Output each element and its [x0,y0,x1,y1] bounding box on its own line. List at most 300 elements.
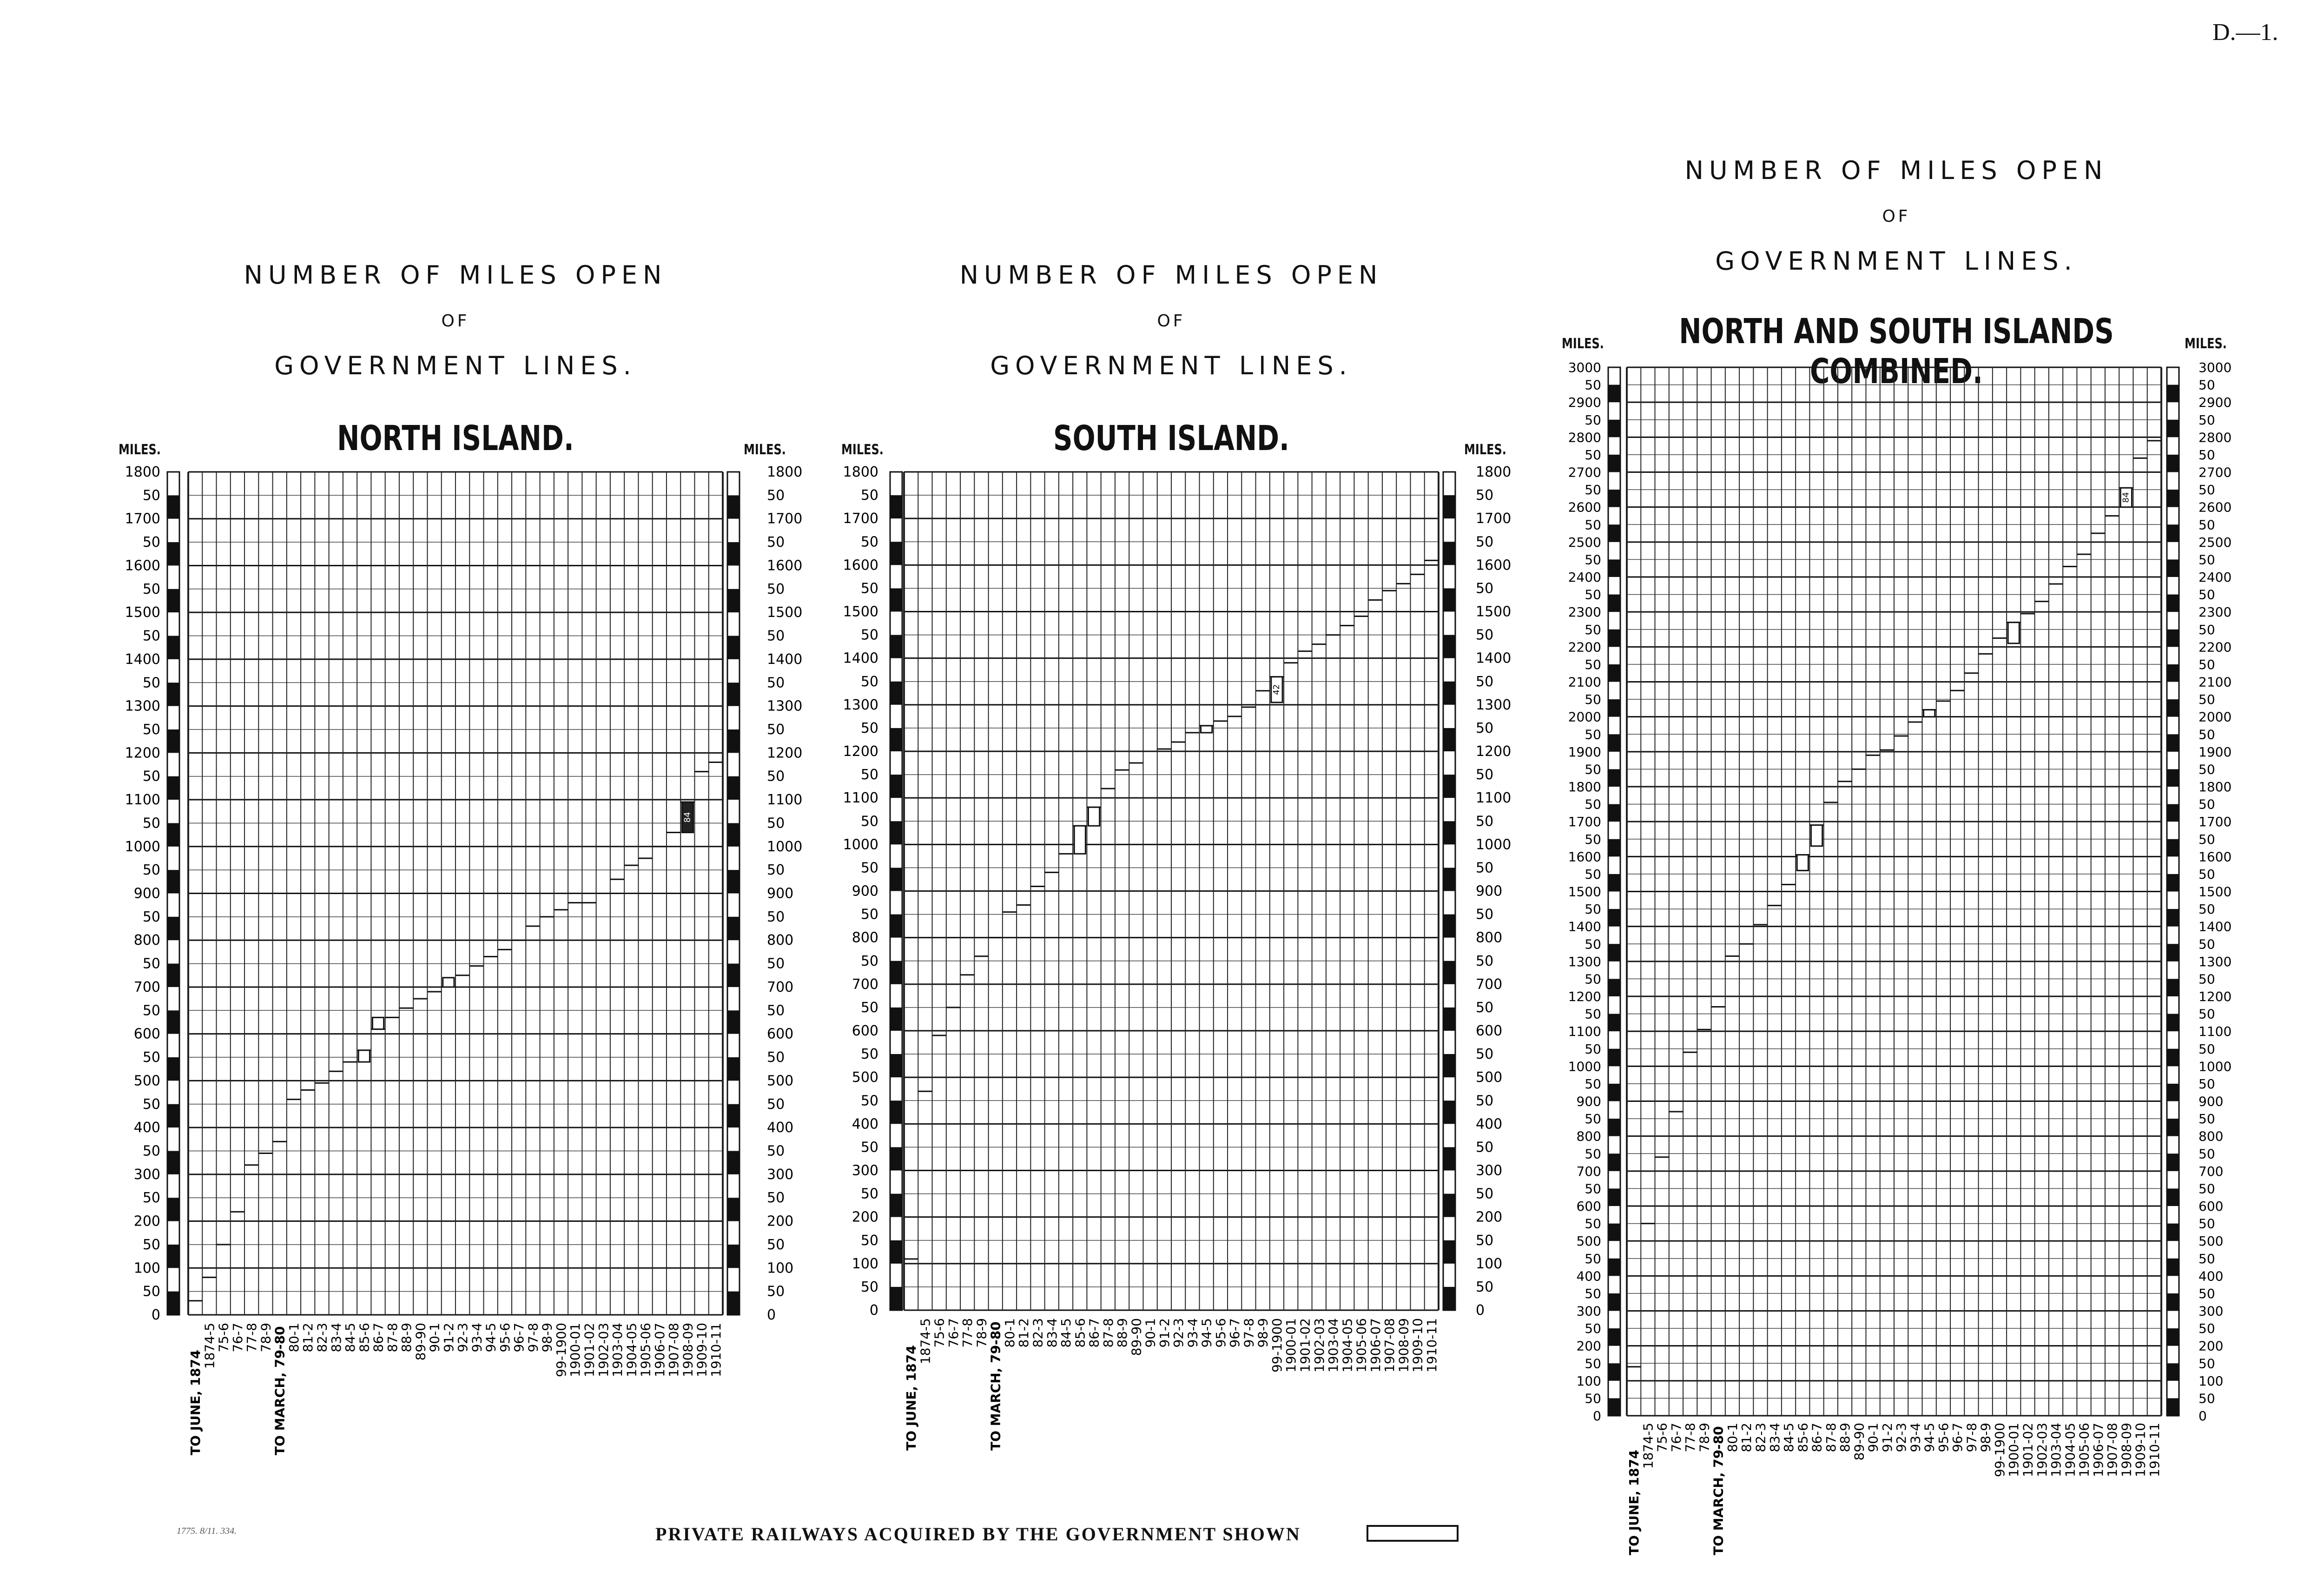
scale-block [890,1240,902,1264]
x-category-label: 78-9 [974,1318,990,1348]
x-category-label: 89-90 [1129,1318,1144,1356]
scale-block [890,775,902,798]
x-category-label: 1901-02 [2020,1423,2036,1477]
y-tick-label-left: 2900 [1568,395,1601,411]
x-category-label: 1906-07 [652,1323,667,1377]
x-category-label: 99-1900 [1992,1423,2007,1477]
scale-block [2167,1084,2179,1101]
y-tick-minor-left: 50 [1585,482,1601,498]
scale-block [167,1245,179,1268]
scale-block [1608,420,1620,438]
x-category-label: 95-6 [497,1323,513,1352]
page-code: D.—1. [2212,19,2278,46]
scale-block [727,683,739,706]
x-category-label: 81-2 [1016,1318,1032,1348]
scale-block [727,1151,739,1174]
scale-block [727,1292,739,1315]
scale-block [2167,385,2179,403]
x-category-label: 92-3 [1894,1423,1909,1452]
y-tick-label-left: 1200 [1568,989,1601,1004]
y-tick-label-right: 2100 [2199,674,2232,690]
scale-block [2167,1363,2179,1381]
y-tick-minor-left: 50 [1585,796,1601,812]
y-tick-label-right: 300 [1476,1162,1503,1179]
y-tick-minor-left: 50 [142,581,160,597]
x-category-label: 1905-06 [1353,1318,1369,1372]
y-tick-minor-right: 50 [1476,534,1494,550]
y-tick-label-right: 2800 [2199,430,2232,445]
y-tick-label-right: 300 [2199,1303,2224,1319]
y-tick-minor-right: 50 [2199,1111,2215,1127]
y-tick-minor-right: 50 [767,534,785,551]
x-category-label: 93-4 [1908,1423,1923,1452]
y-tick-label-left: 100 [852,1255,878,1272]
scale-block [2167,1119,2179,1136]
panel-3-heading: NUMBER OF MILES OPEN [1684,156,2108,185]
y-tick-label-left: 1100 [125,792,160,809]
footer-note: PRIVATE RAILWAYS ACQUIRED BY THE GOVERNMENT SHOWN [655,1524,1301,1545]
y-tick-label-right: 600 [767,1026,794,1042]
y-tick-label-left: 2400 [1568,570,1601,585]
scale-block [727,1245,739,1268]
y-tick-label-left: 500 [133,1073,160,1089]
scale-block [890,1100,902,1124]
y-tick-minor-right: 50 [2199,587,2215,603]
y-tick-label-right: 200 [2199,1338,2224,1354]
scale-block [1443,1008,1455,1031]
y-tick-label-left: 1000 [125,838,160,855]
scale-block [167,636,179,659]
scale-block [2167,524,2179,542]
y-tick-label-right: 1600 [1476,557,1512,574]
scale-block [1608,979,1620,996]
y-tick-minor-right: 50 [2199,1321,2215,1337]
scale-block [167,495,179,518]
y-tick-label-right: 700 [2199,1163,2224,1179]
x-category-label: 93-4 [469,1323,485,1352]
y-tick-label-right: 500 [1476,1069,1503,1086]
y-tick-minor-left: 50 [860,1093,878,1109]
y-tick-minor-right: 50 [2199,831,2215,847]
y-tick-label-left: 1300 [125,698,160,715]
panel-1-heading: NUMBER OF MILES OPEN [244,260,667,290]
y-tick-minor-left: 50 [1585,1251,1601,1266]
y-tick-minor-left: 50 [1585,552,1601,568]
x-category-label: 89-90 [1851,1423,1867,1461]
y-tick-label-right: 3000 [2199,360,2232,375]
x-category-label: 1905-06 [638,1323,654,1377]
y-tick-label-right: 1400 [1476,650,1512,667]
y-tick-minor-right: 50 [767,1283,785,1300]
x-category-label: 99-1900 [1269,1318,1285,1372]
scale-block [1608,1153,1620,1171]
y-tick-minor-left: 50 [860,720,878,736]
y-tick-label-right: 400 [767,1120,794,1136]
y-tick-label-right: 2000 [2199,709,2232,725]
y-tick-minor-left: 50 [860,906,878,923]
x-category-label: 85-6 [1072,1318,1088,1348]
y-tick-minor-right: 50 [2199,656,2215,672]
x-category-label: 86-7 [1086,1318,1102,1348]
y-tick-minor-right: 50 [1476,860,1494,876]
x-category-label: 1906-07 [1367,1318,1383,1372]
x-category-label: 1874-5 [202,1323,218,1369]
y-tick-label-left: 1100 [843,790,878,807]
scale-block [1443,1240,1455,1264]
y-tick-minor-left: 50 [1585,936,1601,952]
y-tick-minor-left: 50 [860,487,878,504]
y-tick-label-left: 900 [1576,1094,1601,1109]
y-tick-minor-left: 50 [142,768,160,785]
y-tick-minor-right: 50 [1476,999,1494,1016]
y-tick-label-right: 2200 [2199,639,2232,655]
y-tick-minor-left: 50 [860,580,878,597]
y-tick-label-left: 1200 [843,743,878,760]
x-category-label: 1905-06 [2076,1423,2092,1477]
y-tick-label-left: 1600 [843,557,878,574]
scale-block [727,964,739,987]
y-tick-label-right: 1100 [2199,1024,2232,1040]
x-category-label: 1902-03 [2034,1423,2050,1477]
y-tick-minor-left: 50 [1585,377,1601,393]
scale-block [890,1194,902,1217]
y-tick-minor-right: 50 [2199,1181,2215,1197]
y-tick-minor-right: 50 [1476,906,1494,923]
y-tick-minor-left: 50 [860,534,878,550]
y-tick-label-left: 100 [1576,1373,1601,1389]
x-category-label: 81-2 [300,1323,316,1352]
y-tick-minor-left: 50 [1585,831,1601,847]
y-tick-minor-left: 50 [860,953,878,969]
y-tick-label-right: 300 [767,1166,794,1183]
y-tick-label-right: 1800 [2199,779,2232,795]
x-category-label: 76-7 [230,1323,245,1352]
scale-block [1608,559,1620,577]
scale-block [727,1057,739,1081]
y-tick-label-left: 2700 [1568,464,1601,480]
scale-block [2167,874,2179,892]
x-category-label: 83-4 [1767,1423,1783,1452]
x-category-label: 82-3 [1753,1423,1769,1452]
y-tick-minor-right: 50 [1476,627,1494,643]
y-tick-minor-right: 50 [767,955,785,972]
scale-block [1608,385,1620,403]
scale-block [890,821,902,844]
x-category-label: 1902-03 [595,1323,611,1377]
scale-block [1443,915,1455,938]
acquired-box [443,978,454,987]
y-tick-label-right: 800 [1476,929,1503,946]
y-tick-minor-left: 50 [1585,1321,1601,1337]
scale-block [2167,664,2179,682]
y-tick-minor-right: 50 [2199,1391,2215,1406]
y-tick-label-left: 0 [1593,1408,1601,1424]
y-tick-minor-left: 50 [1585,1076,1601,1092]
x-category-label: 75-6 [931,1318,947,1348]
y-tick-minor-right: 50 [1476,1046,1494,1063]
y-tick-label-right: 500 [767,1073,794,1089]
y-tick-label-left: 1400 [843,650,878,667]
y-tick-label-left: 1300 [1568,954,1601,969]
x-category-label: 91-2 [441,1323,456,1352]
y-tick-label-right: 900 [1476,883,1503,900]
scale-block [1608,1293,1620,1311]
x-category-label: 1904-05 [2062,1423,2078,1477]
x-category-label: 89-90 [413,1323,429,1361]
y-tick-minor-left: 50 [142,1002,160,1019]
x-category-label: 99-1900 [553,1323,569,1377]
y-tick-minor-left: 50 [860,1186,878,1202]
y-tick-minor-left: 50 [142,1190,160,1207]
y-tick-label-left: 300 [852,1162,878,1179]
x-category-label: 1908-09 [2119,1423,2134,1477]
y-tick-label-right: 2900 [2199,395,2232,411]
y-tick-minor-right: 50 [2199,1251,2215,1266]
scale-block [727,495,739,518]
y-tick-minor-left: 50 [1585,692,1601,708]
panel-3-subtitle: NORTH AND SOUTH ISLANDS COMBINED. [1679,312,2114,391]
y-tick-label-left: 1600 [125,557,160,574]
y-tick-label-right: 1500 [767,604,803,621]
panel-2-heading-of: OF [1157,312,1186,331]
y-tick-label-right: 500 [2199,1233,2224,1249]
x-category-label: 1907-08 [2105,1423,2120,1477]
y-tick-minor-right: 50 [2199,1146,2215,1162]
y-tick-label-right: 0 [1476,1302,1485,1319]
y-tick-label-left: 700 [133,979,160,995]
scale-block [890,961,902,984]
y-tick-minor-left: 50 [1585,1286,1601,1301]
y-tick-label-left: 700 [852,976,878,993]
x-category-label: 78-9 [258,1323,274,1352]
y-tick-label-left: 200 [852,1209,878,1226]
scale-block [2167,1328,2179,1346]
x-category-label: 82-3 [1030,1318,1046,1348]
scale-block [1443,1287,1455,1310]
x-category-label: 82-3 [314,1323,330,1352]
scale-block [1608,909,1620,927]
x-category-label: 86-7 [370,1323,386,1352]
scale-block [167,589,179,612]
x-category-label: 1874-5 [1640,1423,1656,1469]
y-tick-label-left: 1500 [843,603,878,620]
chart-panel-1 [125,464,803,1455]
scale-block [1608,595,1620,612]
scale-block [2167,1014,2179,1032]
y-tick-label-right: 1800 [1476,464,1512,480]
y-tick-minor-left: 50 [1585,866,1601,882]
x-category-label: TO MARCH, 79-80 [272,1326,288,1455]
y-tick-minor-right: 50 [1476,1186,1494,1202]
scale-block [890,588,902,611]
scale-block [1443,728,1455,751]
y-tick-minor-left: 50 [1585,1146,1601,1162]
y-tick-minor-left: 50 [1585,517,1601,533]
y-tick-minor-left: 50 [860,627,878,643]
scale-block [890,728,902,751]
scale-block [2167,734,2179,752]
y-tick-minor-left: 50 [142,1143,160,1160]
scale-block [1443,961,1455,984]
y-tick-label-left: 1000 [1568,1059,1601,1074]
x-category-label: 97-8 [1964,1423,1980,1452]
y-tick-minor-right: 50 [2199,866,2215,882]
panel-3-heading-of: OF [1882,207,1911,226]
acquired-box [372,1017,383,1029]
y-tick-label-right: 0 [2199,1408,2207,1424]
y-tick-minor-left: 50 [860,1139,878,1156]
scale-block [167,1198,179,1221]
x-category-label: 92-3 [455,1323,471,1352]
y-tick-minor-right: 50 [2199,971,2215,987]
y-tick-label-right: 100 [2199,1373,2224,1389]
x-category-label: 80-1 [1002,1318,1017,1348]
y-tick-label-right: 900 [2199,1094,2224,1109]
y-tick-minor-right: 50 [767,1002,785,1019]
x-category-label: 1909-10 [1410,1318,1426,1372]
y-tick-label-left: 800 [852,929,878,946]
y-tick-label-right: 700 [1476,976,1503,993]
x-category-label: 88-9 [1115,1318,1130,1348]
y-tick-minor-left: 50 [1585,1391,1601,1406]
scale-block [167,683,179,706]
scale-block [2167,1293,2179,1311]
x-category-label: 94-5 [483,1323,499,1352]
y-tick-minor-right: 50 [1476,953,1494,969]
x-category-label: 92-3 [1171,1318,1187,1348]
x-category-label: TO MARCH, 79-80 [988,1321,1004,1451]
acquired-label: 84 [2121,492,2131,503]
x-category-label: 80-1 [1724,1423,1740,1452]
acquired-legend-swatch [1367,1525,1459,1542]
y-tick-minor-right: 50 [2199,482,2215,498]
y-tick-label-right: 0 [767,1307,776,1323]
scale-block [1608,1014,1620,1032]
acquired-box [1088,807,1099,826]
y-tick-label-right: 1200 [767,745,803,762]
scale-block [1608,874,1620,892]
scale-block [1443,542,1455,565]
y-tick-label-right: 1400 [767,651,803,668]
y-tick-label-right: 800 [2199,1128,2224,1144]
y-tick-label-right: 1700 [1476,510,1512,527]
scale-block [890,915,902,938]
y-tick-minor-right: 50 [2199,552,2215,568]
x-category-label: 87-8 [384,1323,400,1352]
scale-block [2167,1188,2179,1206]
y-tick-label-left: 800 [1576,1128,1601,1144]
x-category-label: 1874-5 [918,1318,933,1365]
y-tick-label-right: 600 [1476,1023,1503,1039]
y-tick-label-left: 300 [1576,1303,1601,1319]
y-tick-label-left: 400 [1576,1268,1601,1284]
y-tick-minor-right: 50 [1476,720,1494,736]
x-category-label: 80-1 [286,1323,302,1352]
panel-3-heading-lines: GOVERNMENT LINES. [1715,246,2078,276]
y-tick-minor-right: 50 [2199,902,2215,917]
scale-block [167,917,179,940]
x-category-label: 1910-11 [1424,1318,1439,1372]
y-tick-minor-left: 50 [860,1232,878,1249]
x-category-label: 1903-04 [2048,1423,2064,1477]
y-tick-minor-left: 50 [1585,971,1601,987]
y-tick-label-left: 2300 [1568,604,1601,620]
y-tick-label-left: 600 [852,1023,878,1039]
scale-block [167,776,179,800]
y-tick-minor-left: 50 [1585,902,1601,917]
y-tick-minor-right: 50 [2199,1356,2215,1372]
x-category-label: TO JUNE, 1874 [1626,1450,1642,1555]
x-category-label: 84-5 [1058,1318,1074,1348]
acquired-box [1811,825,1822,846]
scale-block [167,870,179,893]
y-tick-label-right: 1600 [767,557,803,574]
y-tick-minor-right: 50 [2199,1286,2215,1301]
x-category-label: 96-7 [1950,1423,1966,1452]
x-category-label: 75-6 [1654,1423,1670,1452]
scale-block [167,823,179,846]
scale-block [1443,1194,1455,1217]
scale-block [2167,804,2179,822]
y-tick-label-right: 1000 [2199,1059,2232,1074]
scale-block [2167,944,2179,961]
scale-block [167,1292,179,1315]
y-tick-label-left: 1500 [125,604,160,621]
y-tick-minor-left: 50 [142,628,160,644]
y-tick-label-right: 1600 [2199,849,2232,865]
y-tick-minor-left: 50 [142,1049,160,1066]
scale-block [1443,635,1455,658]
y-tick-minor-left: 50 [1585,412,1601,428]
scale-block [2167,559,2179,577]
y-tick-label-right: 400 [1476,1116,1503,1133]
y-tick-minor-right: 50 [767,1143,785,1160]
y-tick-minor-right: 50 [1476,673,1494,690]
scale-block [727,1104,739,1127]
y-tick-label-right: 1500 [1476,603,1512,620]
x-category-label: 77-8 [960,1318,976,1348]
y-tick-label-right: 1400 [2199,919,2232,935]
scale-block [167,542,179,565]
y-tick-minor-right: 50 [2199,377,2215,393]
scale-block [1443,868,1455,891]
scale-block [167,729,179,753]
y-tick-minor-right: 50 [767,862,785,879]
x-category-label: 83-4 [1044,1318,1060,1348]
y-tick-minor-left: 50 [1585,1111,1601,1127]
y-tick-label-left: 200 [1576,1338,1601,1354]
y-tick-label-left: 300 [133,1166,160,1183]
y-tick-label-left: 1400 [125,651,160,668]
y-tick-minor-right: 50 [2199,412,2215,428]
x-category-label: TO JUNE, 1874 [188,1350,204,1455]
y-tick-minor-right: 50 [1476,487,1494,504]
scale-block [1608,1084,1620,1101]
y-tick-label-right: 100 [1476,1255,1503,1272]
y-tick-label-left: 600 [1576,1199,1601,1214]
scale-block [727,636,739,659]
y-tick-minor-right: 50 [767,675,785,691]
x-category-label: TO JUNE, 1874 [904,1345,919,1451]
scale-block [2167,455,2179,472]
y-tick-label-left: 1700 [843,510,878,527]
y-tick-label-right: 900 [767,885,794,902]
scale-block [2167,1224,2179,1241]
panel-1-heading-of: OF [441,312,470,331]
y-tick-label-left: 1500 [1568,884,1601,900]
y-tick-label-right: 1500 [2199,884,2232,900]
y-tick-minor-left: 50 [860,767,878,783]
